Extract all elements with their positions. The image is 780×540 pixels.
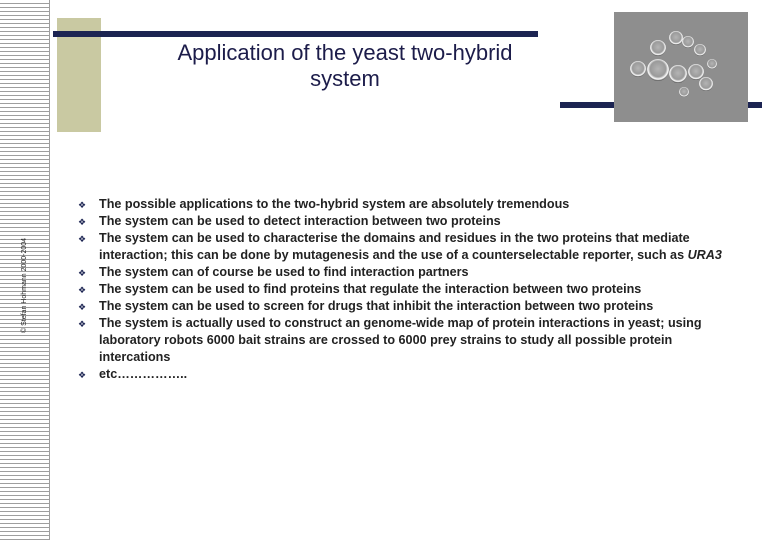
slide-title-line-2: system xyxy=(310,66,380,91)
bullet-item xyxy=(77,213,737,230)
yeast-cells-image xyxy=(614,12,748,122)
diamond-bullet-icon: ❖ xyxy=(77,319,87,329)
bullet-text: The system can of course be used to find interaction partners xyxy=(99,265,469,279)
diamond-bullet-icon: ❖ xyxy=(77,370,87,380)
bullet-item xyxy=(77,281,737,298)
copyright-notice: © Stefan Hohmann 2000-2004 xyxy=(21,237,28,333)
bullet-list xyxy=(77,196,737,383)
bullet-item xyxy=(77,230,737,264)
bullet-text: The system can be used to screen for drugs that inhibit the interaction between two proteins xyxy=(99,299,654,313)
bullet-text: The system can be used to detect interaction between two proteins xyxy=(99,214,501,228)
bullet-text: The system is actually used to construct an genome-wide map of protein interactions in yeast; using laboratory robots 6000 bait strains are crossed to 6000 prey strains to study all possible protein intercations xyxy=(99,316,702,364)
yeast-cells-drawing xyxy=(614,12,748,122)
title-top-bar xyxy=(53,31,538,37)
bullet-item xyxy=(77,315,737,366)
bullet-text: The system can be used to find proteins that regulate the interaction between two proteins xyxy=(99,282,642,296)
bullet-text: The possible applications to the two-hybrid system are absolutely tremendous xyxy=(99,197,570,211)
slide-title-line-1: Application of the yeast two-hybrid xyxy=(177,40,513,65)
bullet-text-italic: URA3 xyxy=(687,248,722,262)
bullet-item xyxy=(77,366,737,383)
diamond-bullet-icon: ❖ xyxy=(77,200,87,210)
diamond-bullet-icon: ❖ xyxy=(77,285,87,295)
bullet-text: The system can be used to characterise the domains and residues in the two proteins that mediate interaction; this can be done by mutagenesis and the use of a counterselectable reporter, such as xyxy=(99,231,690,262)
diamond-bullet-icon: ❖ xyxy=(77,302,87,312)
slide-title xyxy=(130,40,560,92)
diamond-bullet-icon: ❖ xyxy=(77,217,87,227)
bullet-item xyxy=(77,196,737,213)
bullet-item xyxy=(77,264,737,281)
diamond-bullet-icon: ❖ xyxy=(77,234,87,244)
bullet-item xyxy=(77,298,737,315)
diamond-bullet-icon: ❖ xyxy=(77,268,87,278)
bullet-text: etc…………….. xyxy=(99,367,188,381)
